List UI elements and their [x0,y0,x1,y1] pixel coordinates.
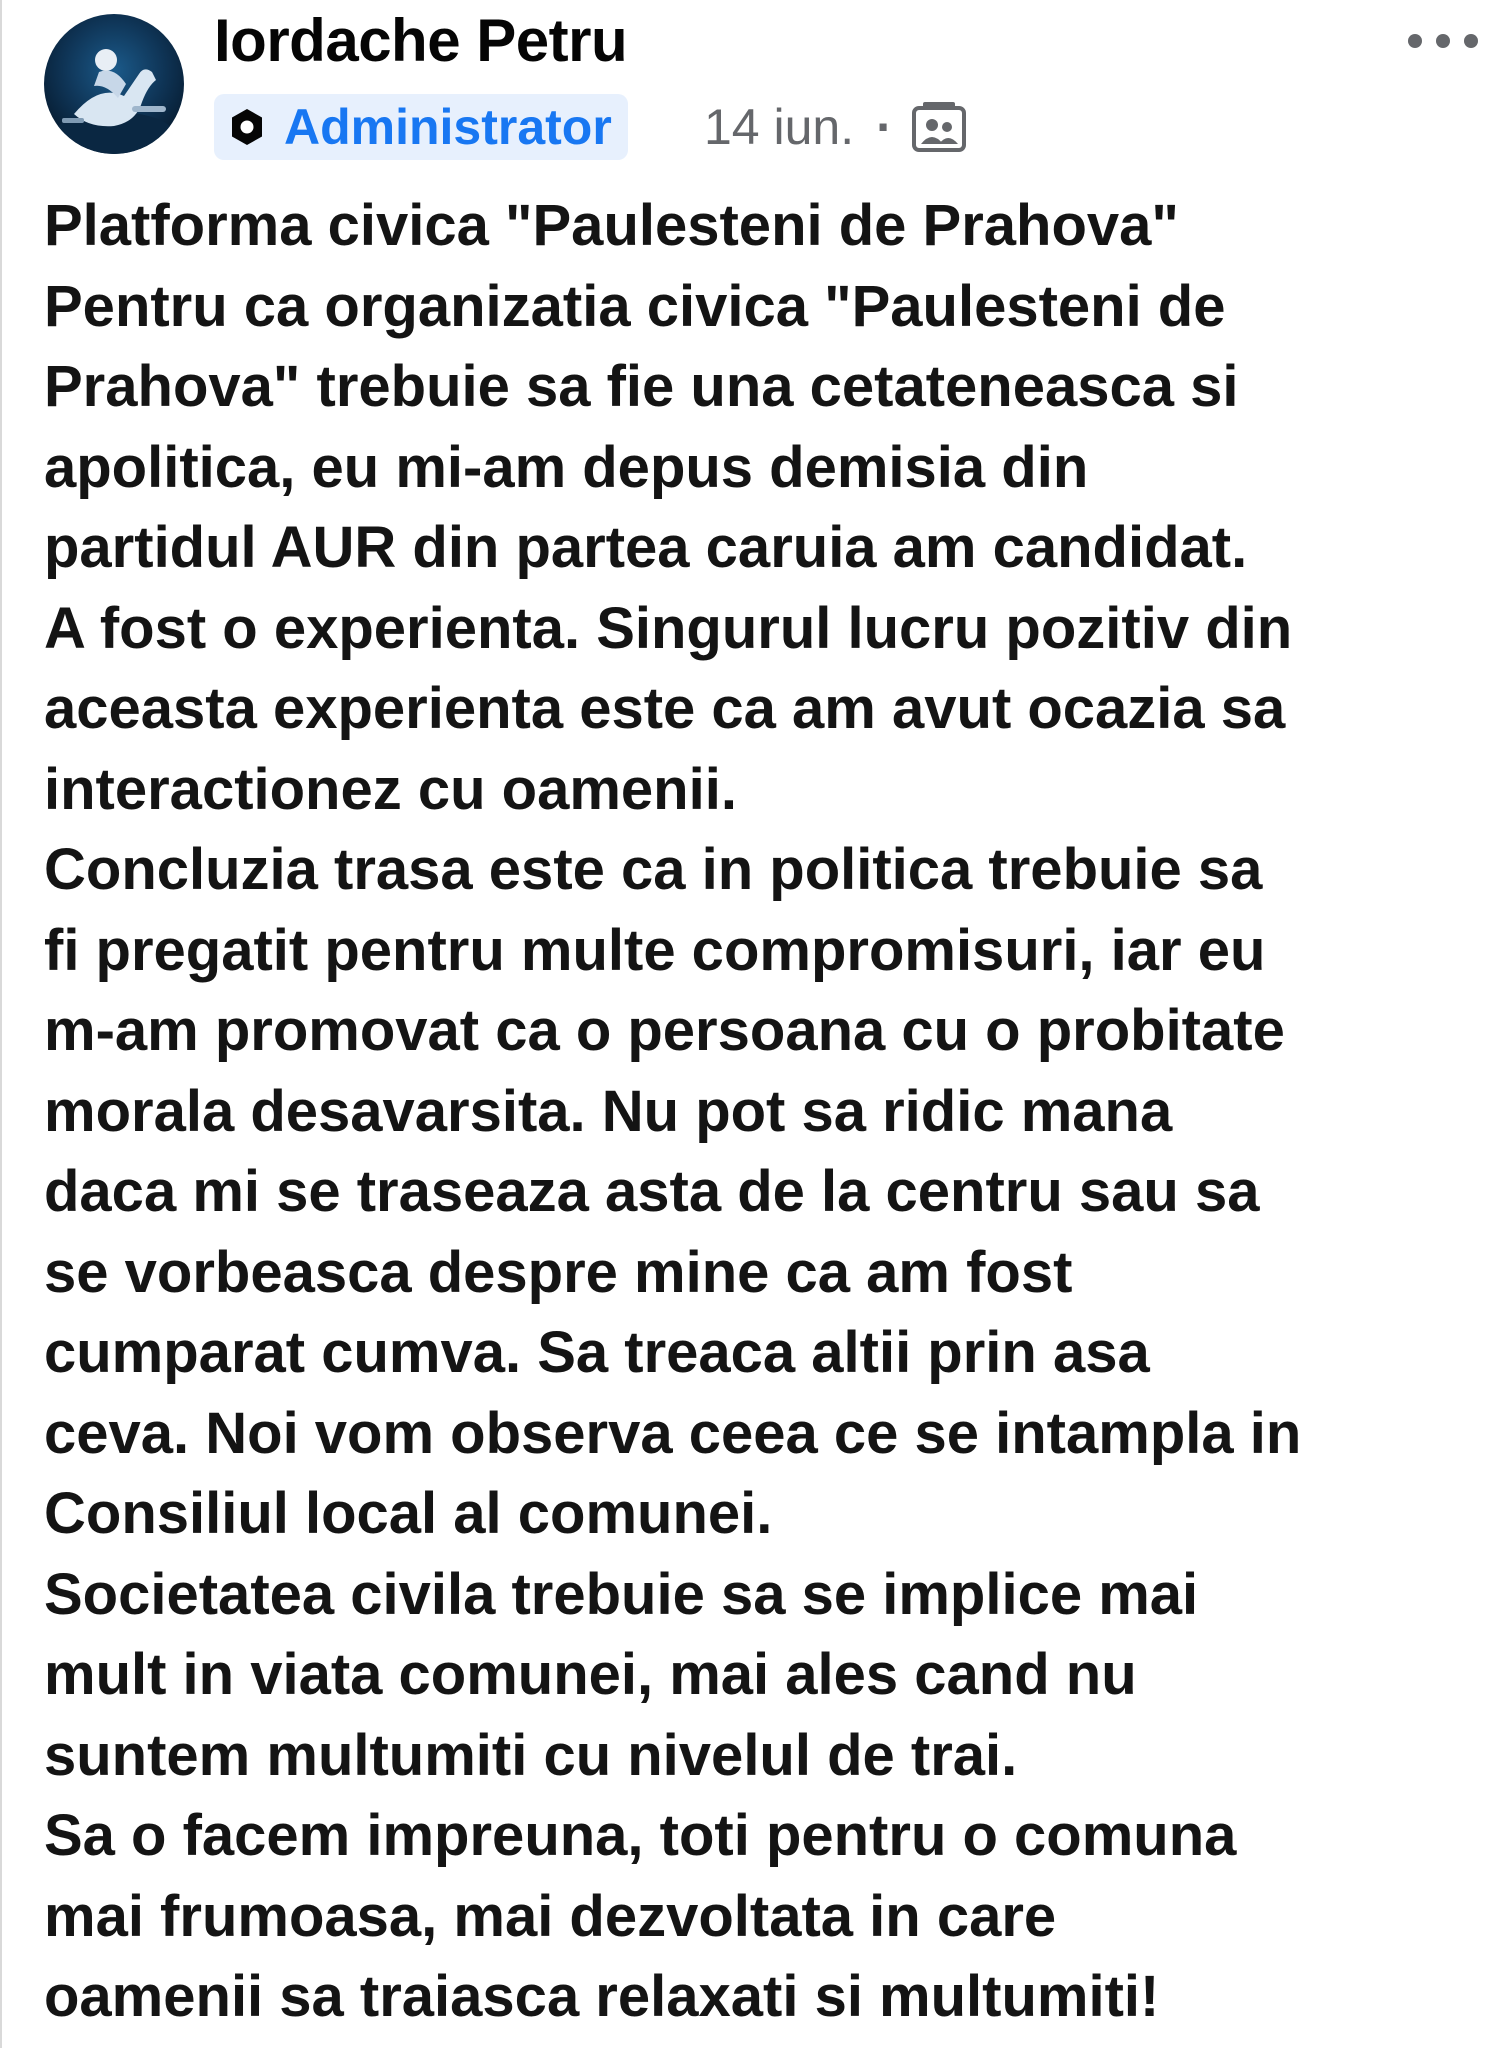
post-text-line: oamenii sa traiasca relaxati si multumiti! [44,1964,1160,2029]
post-text-line: cumparat cumva. Sa treaca altii prin asa [44,1320,1150,1385]
post-text-line: morala desavarsita. Nu pot sa ridic mana [44,1078,1173,1144]
author-avatar[interactable] [44,14,184,154]
post-text-line: Concluzia trasa este ca in politica trebuie sa [44,837,1263,902]
post-text-line: m-am promovat ca o persoana cu o probitate [44,998,1285,1063]
post-text-line: se vorbeasca despre mine ca am fost [44,1239,1073,1305]
post-text-line: suntem multumiti cu nivelul de trai. [44,1722,1018,1788]
post-text-line: interactionez cu oamenii. [44,756,737,822]
post-meta [704,94,967,160]
divider [0,0,2,2048]
dot [1408,34,1422,48]
post-text-line: partidul AUR din partea caruia am candidat. [44,515,1248,580]
avatar-photo [44,14,184,154]
post-text-line: mult in viata comunei, mai ales cand nu [44,1642,1137,1707]
more-options-icon[interactable] [1408,26,1478,56]
group-members-icon[interactable] [911,100,967,154]
dot [1464,34,1478,48]
post-text-line: ceva. Noi vom observa ceea ce se intampla in [44,1400,1302,1466]
post-text-line: Pentru ca organizatia civica "Paulesteni de [44,273,1226,339]
post-date[interactable]: 14 iun. [704,99,855,155]
post-text-line: A fost o experienta. Singurul lucru pozitiv din [44,595,1293,661]
post-text-line: Consiliul local al comunei. [44,1481,773,1546]
post-text-line: fi pregatit pentru multe compromisuri, iar eu [44,917,1266,983]
admin-shield-icon [228,108,266,146]
post-text-line: Sa o facem impreuna, toti pentru o comuna [44,1803,1237,1868]
meta-separator: · [876,99,893,155]
dot [1436,34,1450,48]
post-text-line: Prahova" trebuie sa fie una cetateneasca si [44,354,1239,419]
post-text-line: daca mi se traseaza asta de la centru sau sa [44,1159,1260,1224]
post-text-line: apolitica, eu mi-am depus demisia din [44,434,1089,500]
post-text-line: aceasta experienta este ca am avut ocazia sa [44,676,1286,741]
author-name[interactable]: Iordache Petru [214,7,628,74]
post-text-line: Platforma civica "Paulesteni de Prahova" [44,193,1179,258]
post-text-line: mai frumoasa, mai dezvoltata in care [44,1883,1057,1949]
admin-badge-label: Administrator [284,99,612,155]
post-text-line: Societatea civila trebuie sa se implice mai [44,1561,1199,1627]
post-body [44,186,1474,2038]
admin-badge[interactable] [214,94,628,160]
